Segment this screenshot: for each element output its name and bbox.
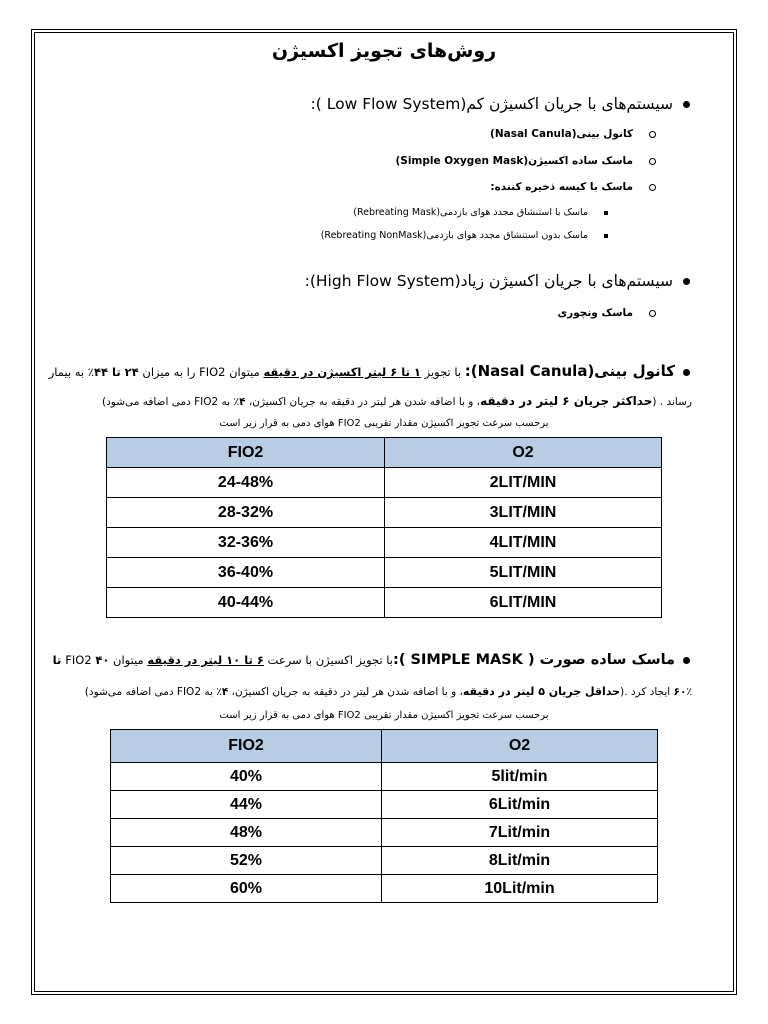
simple-paragraph-line1: ماسک ساده صورت ( SIMPLE MASK ):با تجویز اکسیژن با سرعت ۶ تا ۱۰ لیتر در دقیقه میتوان FIO2 ۴۰ تا (53, 652, 690, 668)
circle-bullet-icon (649, 131, 656, 138)
table-row: 40-44% 6LIT/MIN (107, 588, 662, 618)
bullet-icon (683, 657, 690, 664)
circle-bullet-icon (649, 158, 656, 165)
square-bullet-icon (604, 234, 608, 238)
table-row: 24-48% 2LIT/MIN (107, 468, 662, 498)
bullet-icon (683, 101, 690, 108)
simple-table-caption: برحسب سرعت تجویز اکسیژن مقدار تقریبی FIO2 هوای دمی به قرار زیر است (219, 710, 549, 721)
nasal-paragraph-line1: کانول بینی(Nasal Canula): با تجویز ۱ تا ۶ لیتر اکسیژن در دقیقه میتوان FIO2 را به میزان ۲۴ تا ۴۴٪ به بیمار (49, 362, 690, 380)
table-header-fio2: FIO2 (111, 730, 382, 763)
table-header-row (107, 438, 662, 468)
simple-paragraph-line2: ۶۰٪ ایجاد کرد .(حداقل جریان ۵ لیتر در دقیقه، و با اضافه شدن هر لیتر در دقیقه به جریان اکسیژن، ۴٪ به FIO2 دمی اضافه می‌شود) (84, 685, 692, 698)
list-item: ماسک ونچوری (558, 307, 656, 319)
table-header-o2: O2 (385, 438, 662, 468)
table-header-fio2: FIO2 (107, 438, 385, 468)
list-item: ماسک با کیسه ذخیره کننده: (490, 181, 656, 193)
list-subitem: ماسک با استنشاق مجدد هوای بازدمی(Rebreating Mask) (353, 207, 608, 218)
table-header-o2: O2 (382, 730, 658, 763)
simple-fio2-table (110, 729, 658, 903)
nasal-paragraph-line2: رساند . (حداکثر جریان ۶ لیتر در دقیقه، و با اضافه شدن هر لیتر در دقیقه به جریان اکسیژن، ۴٪ به FIO2 دمی اضافه می‌شود) (102, 394, 692, 408)
list-subitem: ماسک بدون استنشاق مجدد هوای بازدمی(Rebreating NonMask) (321, 230, 608, 241)
table-row: 36-40% 5LIT/MIN (107, 558, 662, 588)
table-row: 28-32% 3LIT/MIN (107, 498, 662, 528)
table-row: 44% 6Lit/min (111, 791, 658, 819)
circle-bullet-icon (649, 184, 656, 191)
table-row: 32-36% 4LIT/MIN (107, 528, 662, 558)
nasal-fio2-table (106, 437, 662, 618)
table-row: 60% 10Lit/min (111, 875, 658, 903)
square-bullet-icon (604, 211, 608, 215)
page-title: روش‌های تجویز اکسیژن (271, 40, 497, 62)
table-row: 48% 7Lit/min (111, 819, 658, 847)
bullet-icon (683, 369, 690, 376)
low-flow-heading: سیستم‌های با جریان اکسیژن کم(Low Flow System ): (311, 95, 690, 113)
list-item: کانول بینی(Nasal Canula) (490, 128, 656, 140)
circle-bullet-icon (649, 310, 656, 317)
table-row: 52% 8Lit/min (111, 847, 658, 875)
bullet-icon (683, 278, 690, 285)
list-item: ماسک ساده اکسیژن(Simple Oxygen Mask) (395, 155, 656, 167)
table-row: 40% 5lit/min (111, 763, 658, 791)
high-flow-heading: سیستم‌های با جریان اکسیژن زیاد(High Flow System): (305, 272, 690, 290)
nasal-table-caption: برحسب سرعت تجویز اکسیژن مقدار تقریبی FIO2 هوای دمی به قرار زیر است (219, 418, 549, 429)
table-header-row (111, 730, 658, 763)
